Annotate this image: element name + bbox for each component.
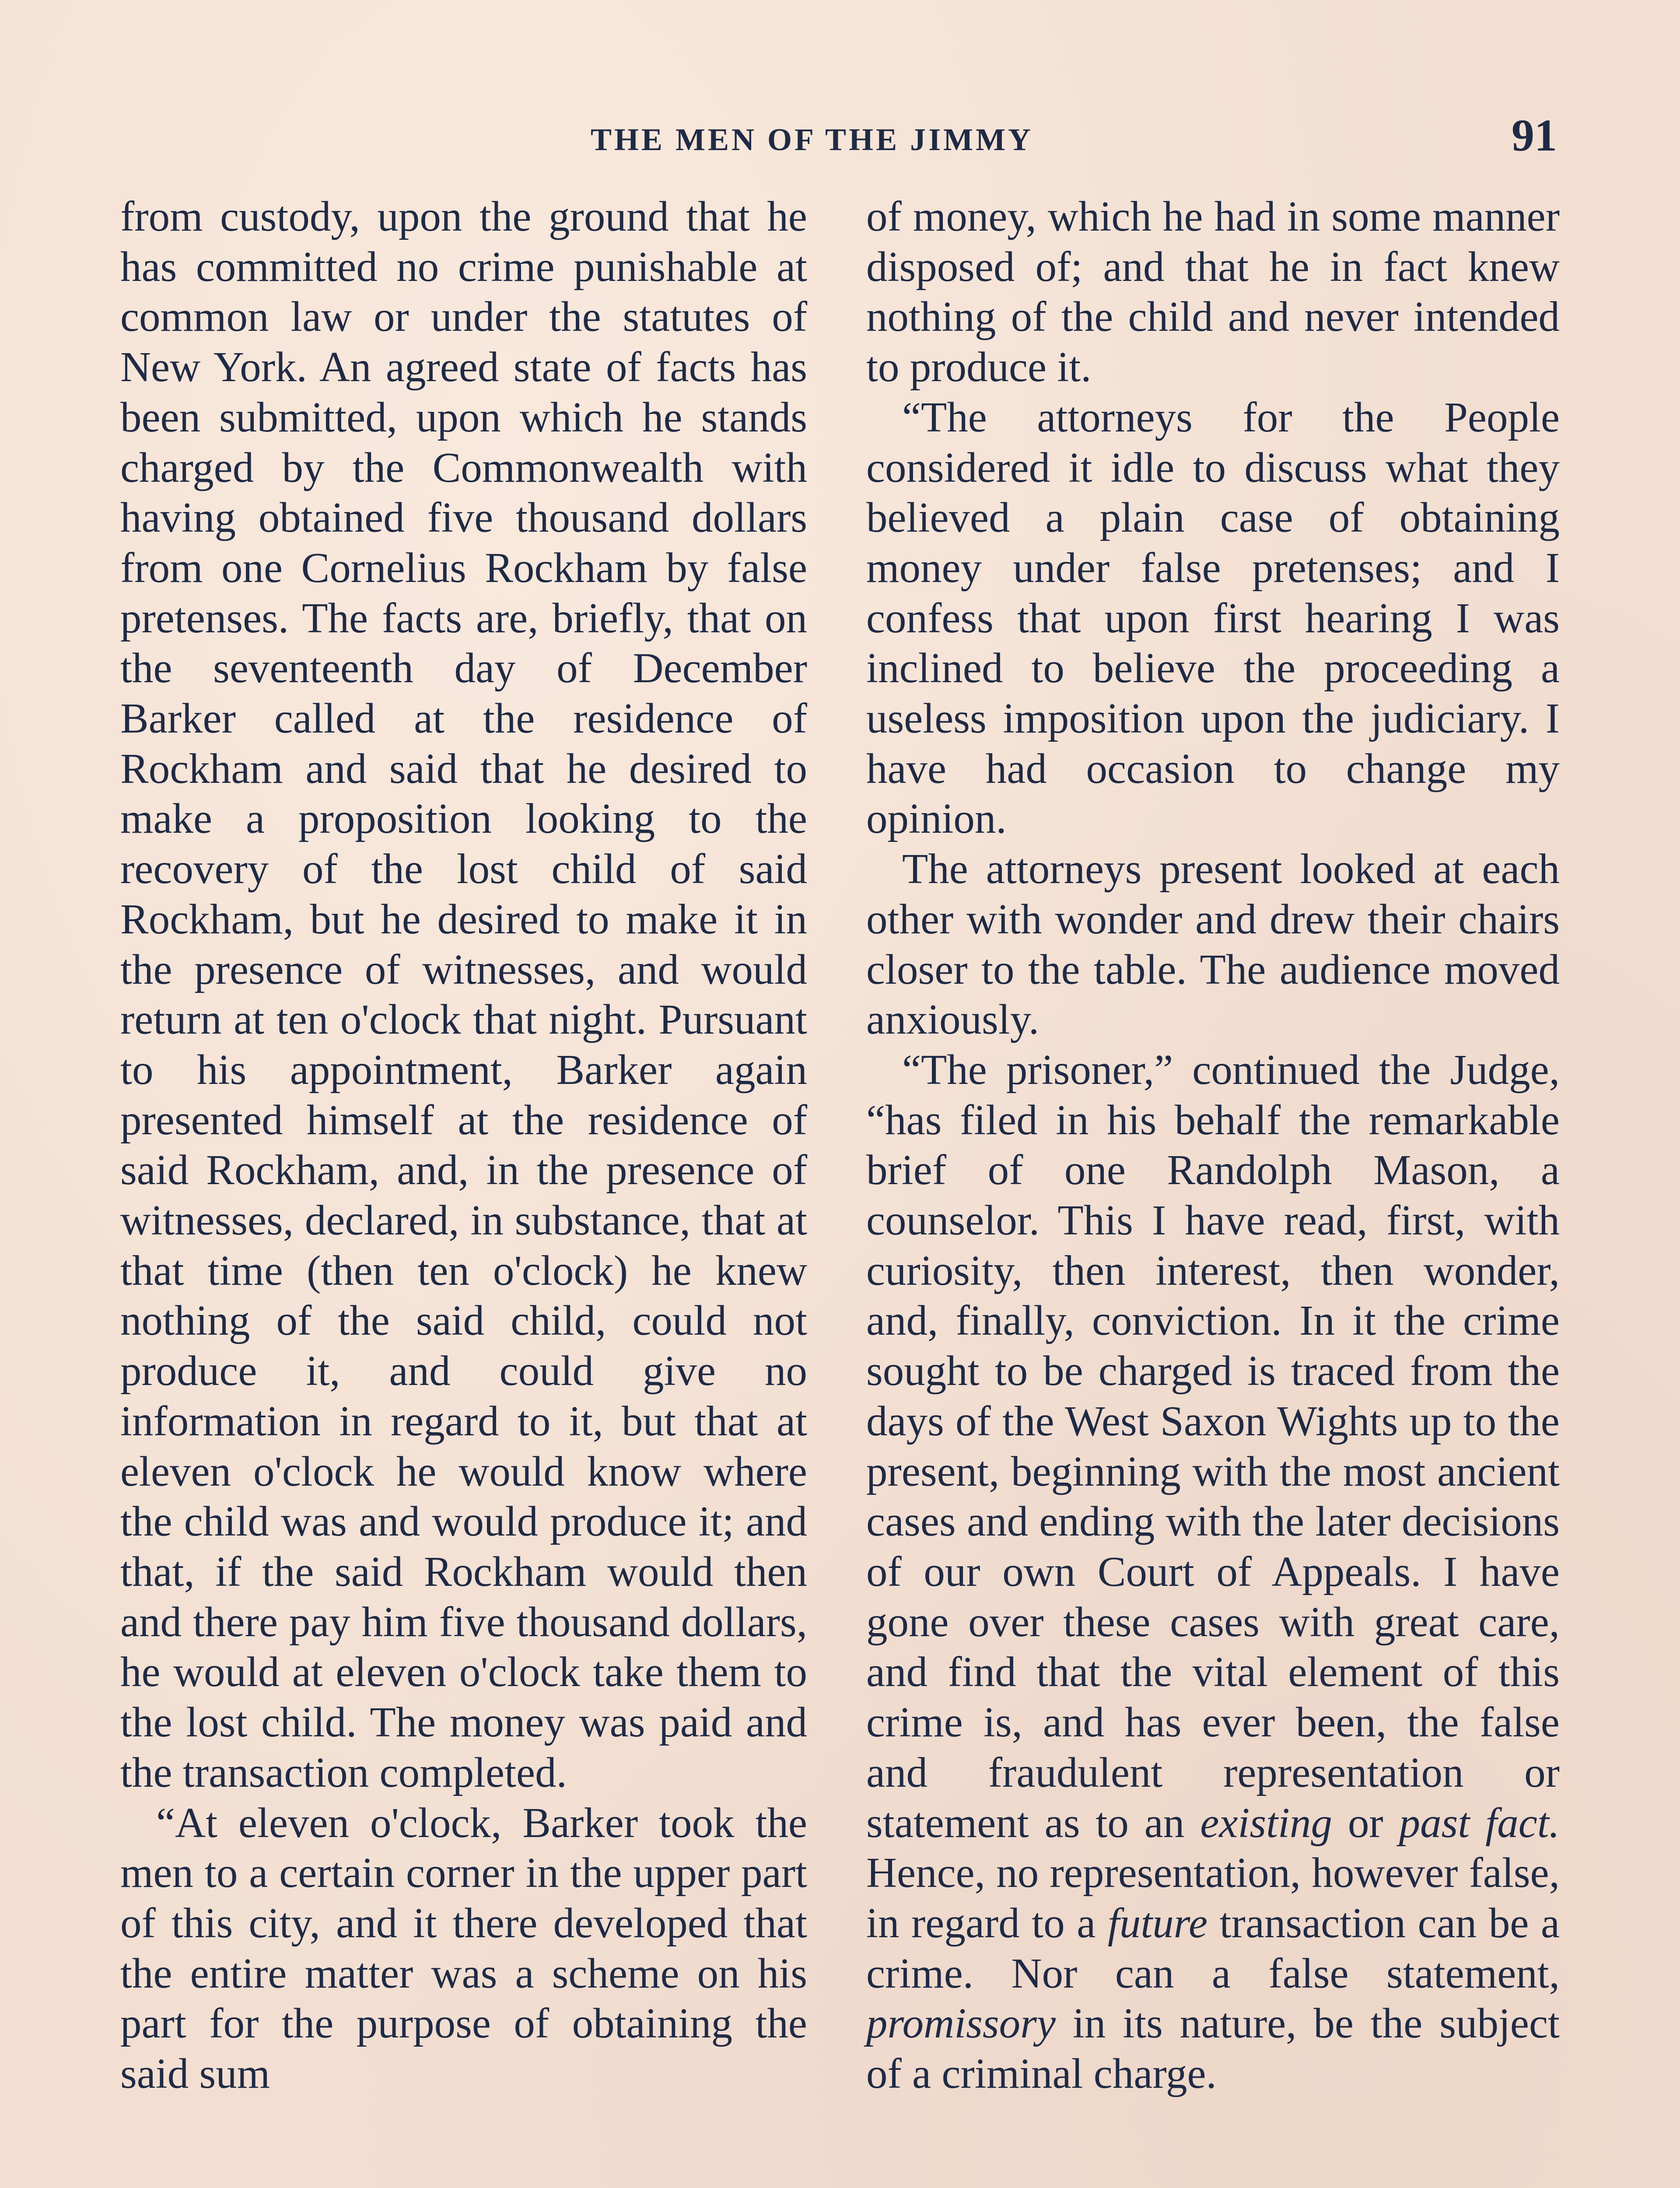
text-run: “The prisoner,” continued the Judge, “has filed in his behalf the remarkable brief of one Randolph Mason, a counselor. This I have read, first, with curiosity, then interest, then wonder, and, finally, conviction. In it the crime sought to be charged is traced from the days of the West Saxon Wights up to the present, beginning with the most ancient cases and ending with the later decisions of our own Court of Appeals. I have gone over these cases with great care, and find that the vital element of this crime is, and has ever been, the false and fraudulent representation or statement as to an (866, 1046, 1560, 1846)
text-run: in its nature, be the subject of a criminal charge. (866, 2000, 1560, 2097)
text-run: or (1348, 1799, 1383, 1846)
paragraph-continued: from custody, upon the ground that he has committed no crime punishable at common law or under the statutes of New York. An agreed state of facts has been submitted, upon which he stands charged by the Commonwealth with having obtained five thousand dollars from one Cornelius Rockham by false pretenses. The facts are, briefly, that on the seventeenth day of December Barker called at the residence of Rockham and said that he desired to make a proposition looking to the recovery of the lost child of said Rockham, but he desired to make it in the presence of witnesses, and would return at ten o'clock that night. Pursuant to his appointment, Barker again presented himself at the residence of said Rockham, and, in the presence of witnesses, declared, in substance, that at that time (then ten o'clock) he knew nothing of the said child, could not produce it, and could give no information in regard to it, but that at eleven o'clock he would know where the child was and would produce it; and that, if the said Rockham would then and there pay him five thousand dollars, he would at eleven o'clock take them to the lost child. The money was paid and the transaction completed. (120, 193, 807, 1796)
running-head: THE MEN OF THE JIMMY (591, 122, 1034, 157)
paragraph-with-italics (866, 1045, 1560, 2099)
paragraph: “The attorneys for the People considered it idle to discuss what they believed a plain case of obtaining money under false pretenses; and I confess that upon first hearing I was inclined to believe the proceeding a useless imposition upon the judiciary. I have had occasion to change my opinion. (866, 393, 1560, 842)
paragraph: The attorneys present looked at each other with wonder and drew their chairs closer to the table. The audience moved anxiously. (866, 845, 1560, 1043)
paragraph-continued: of money, which he had in some manner disposed of; and that he in fact knew nothing of the child and never intended to produce it. (866, 193, 1560, 391)
text-run: transaction can be a crime. Nor can a false statement, (866, 1899, 1560, 1997)
left-text-column (120, 192, 807, 2099)
page-number: 91 (1512, 110, 1557, 161)
text-run: Hence, no representation, however false, in regard to a (866, 1849, 1560, 1946)
italic-text: future (1107, 1899, 1208, 1946)
italic-text: past fact. (1399, 1799, 1560, 1846)
right-text-column (866, 192, 1560, 2099)
italic-text: existing (1200, 1799, 1332, 1846)
italic-text: promissory (866, 2000, 1056, 2047)
paragraph: “At eleven o'clock, Barker took the men to a certain corner in the upper part of this city, and it there developed that the entire matter was a scheme on his part for the purpose of obtaining the said sum (120, 1799, 807, 2097)
